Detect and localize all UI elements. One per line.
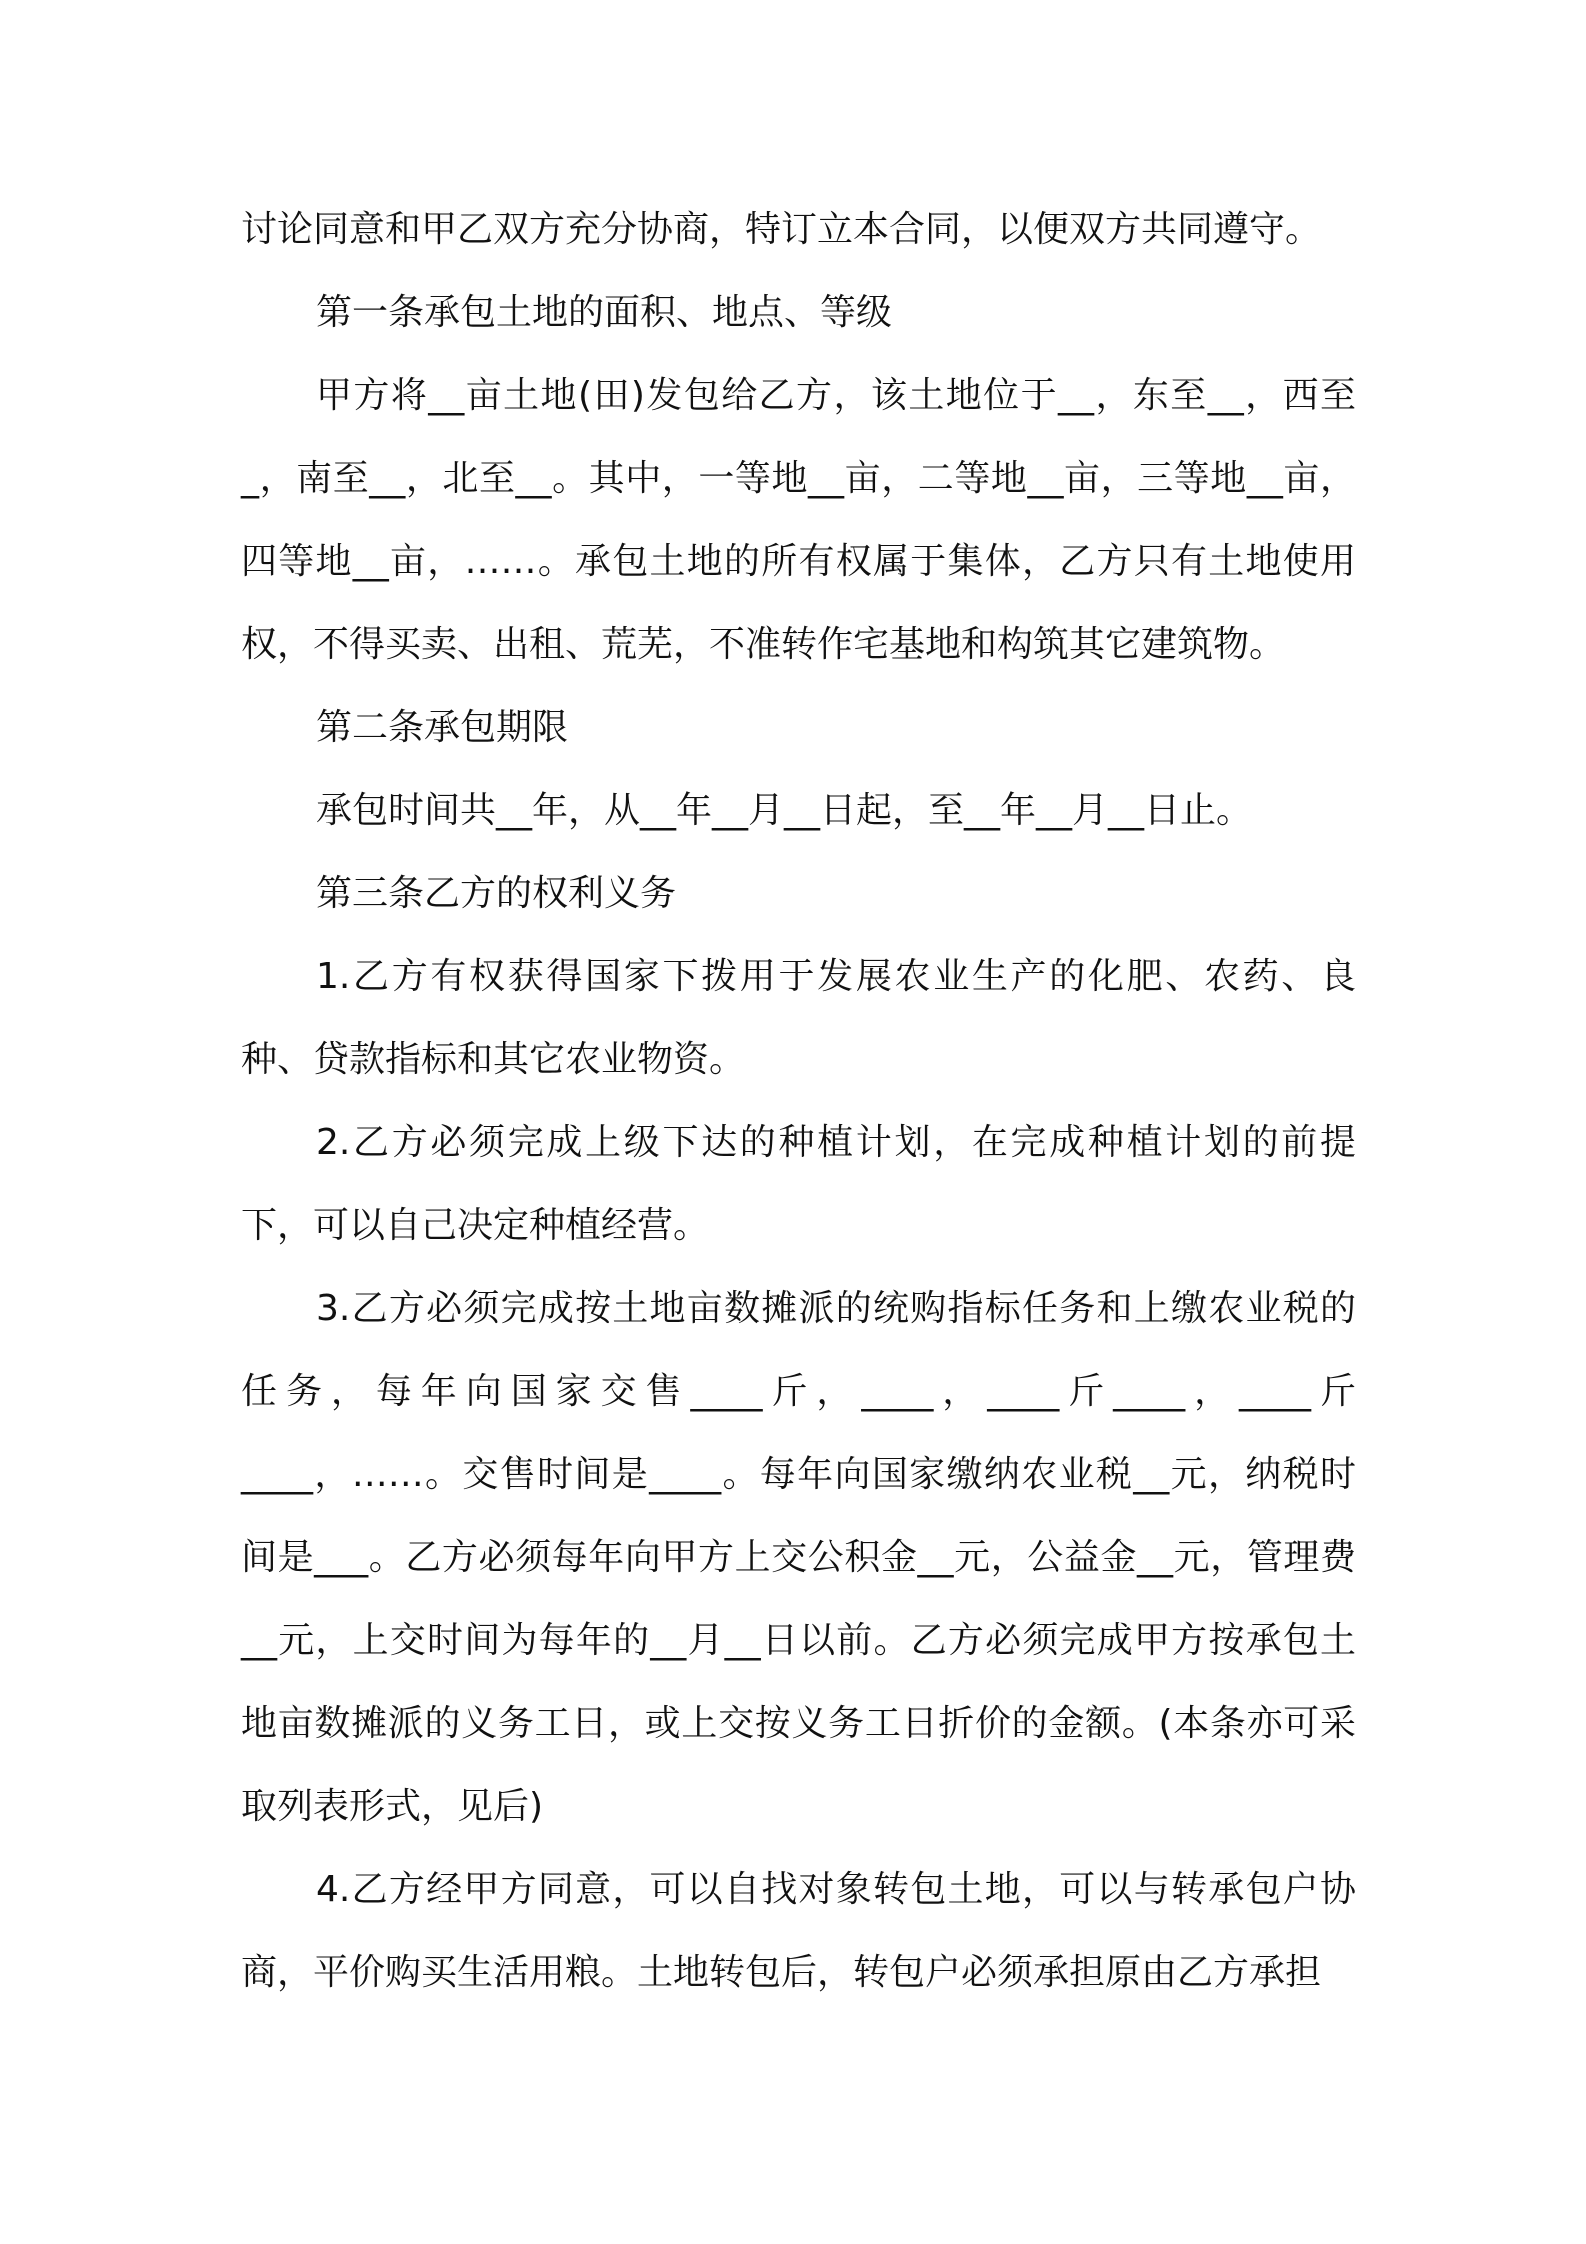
paragraph-right-1: 1.乙方有权获得国家下拨用于发展农业生产的化肥、农药、良种、贷款指标和其它农业物资。	[241, 956, 1356, 1080]
paragraph-right-2: 2.乙方必须完成上级下达的种植计划，在完成种植计划的前提下，可以自己决定种植经营。	[241, 1122, 1356, 1246]
paragraph-intro: 讨论同意和甲乙双方充分协商，特订立本合同，以便双方共同遵守。	[241, 209, 1322, 250]
heading-article-3: 第三条乙方的权利义务	[316, 873, 677, 914]
paragraph-obligation-3: 3.乙方必须完成按土地亩数摊派的统购指标任务和上缴农业税的任务，每年向国家交售____斤，____，____斤____，____斤____，……。交售时间是____。每年向国家缴纳农业税__元，纳税时间是___。乙方必须每年向甲方上交公积金__元，公益金__元，管理费__元，上交时间为每年的__月__日以前。乙方必须完成甲方按承包土地亩数摊派的义务工日，或上交按义务工日折价的金额。(本条亦可采取列表形式，见后)	[241, 1288, 1356, 1827]
heading-article-2: 第二条承包期限	[316, 707, 569, 748]
document-body	[241, 188, 1356, 2014]
paragraph-land-details: 甲方将__亩土地(田)发包给乙方，该土地位于__，东至__，西至_，南至__，北至__。其中，一等地__亩，二等地__亩，三等地__亩，四等地__亩，……。承包土地的所有权属于集体，乙方只有土地使用权，不得买卖、出租、荒芜，不准转作宅基地和构筑其它建筑物。	[241, 375, 1356, 665]
paragraph-contract-period: 承包时间共__年，从__年__月__日起，至__年__月__日止。	[316, 790, 1253, 831]
paragraph-subcontract-4: 4.乙方经甲方同意，可以自找对象转包土地，可以与转承包户协商，平价购买生活用粮。土地转包后，转包户必须承担原由乙方承担	[241, 1869, 1356, 1993]
heading-article-1: 第一条承包土地的面积、地点、等级	[316, 292, 893, 333]
